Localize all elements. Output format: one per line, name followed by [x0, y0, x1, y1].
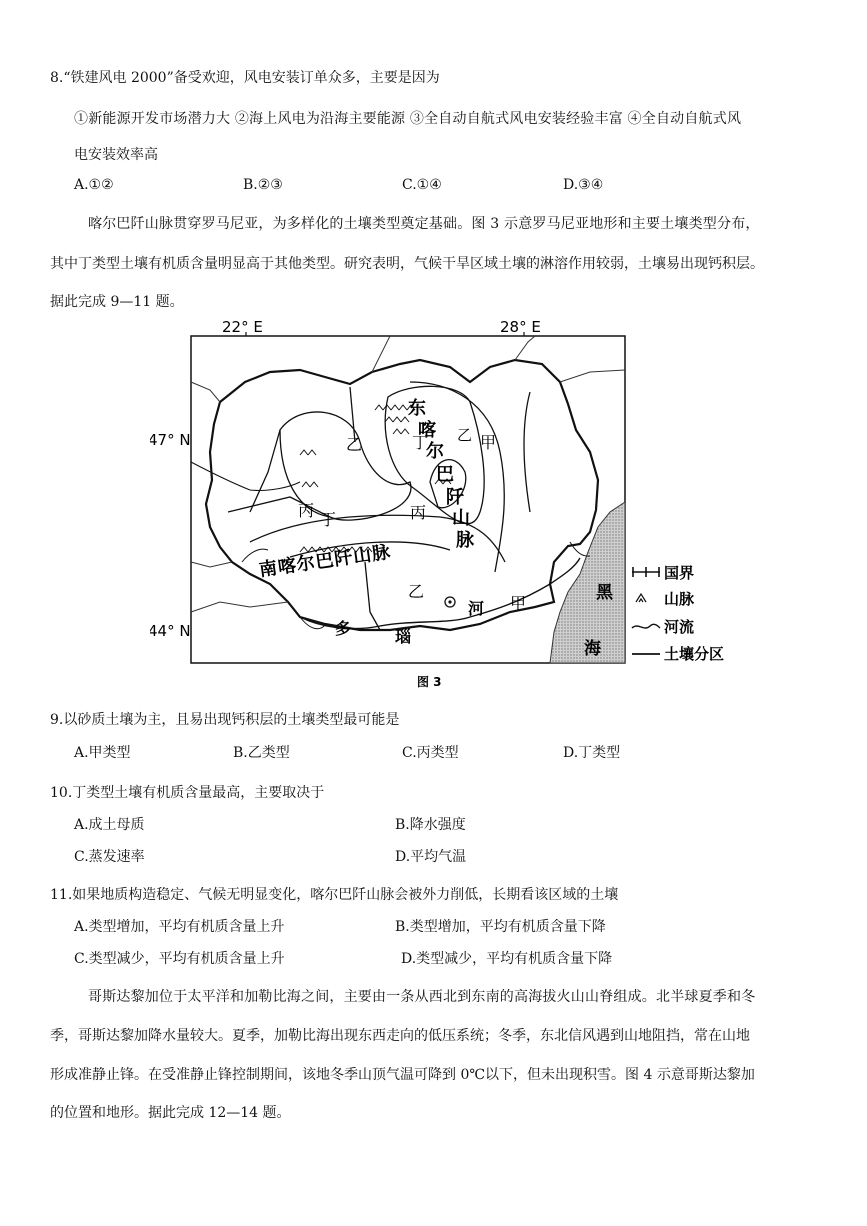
q10-option-a[interactable]: A.成土母质 — [74, 817, 145, 833]
q8-option-c[interactable]: C.①④ — [402, 177, 442, 193]
legend-soil-zone: 土壤分区 — [664, 645, 725, 663]
sea-char-2: 海 — [584, 639, 601, 659]
q9-option-d[interactable]: D.丁类型 — [563, 745, 621, 761]
q8-option-b[interactable]: B.②③ — [243, 177, 283, 193]
passage2-line1: 哥斯达黎加位于太平洋和加勒比海之间，主要由一条从西北到东南的高海拔火山山脊组成。北半球夏季和冬 — [88, 989, 756, 1005]
q9-option-a[interactable]: A.甲类型 — [74, 745, 131, 761]
legend-river: 河流 — [664, 618, 695, 636]
lat-label-44: 44° N — [150, 622, 191, 640]
q8-option-d[interactable]: D.③④ — [563, 177, 604, 193]
figure-caption: 图 3 — [417, 675, 442, 689]
q11-option-d[interactable]: D.类型减少，平均有机质含量下降 — [401, 951, 613, 967]
east-range-char-6: 山 — [452, 508, 470, 529]
soil-label-ding-1: 丁 — [412, 433, 429, 452]
passage2-line3: 形成准静止锋。在受准静止锋控制期间，该地冬季山顶气温可降到 0℃以下，但未出现积雪。图 4 示意哥斯达黎加 — [50, 1067, 755, 1083]
east-range-char-3: 尔 — [426, 441, 444, 462]
river-char-3: 河 — [468, 599, 485, 618]
q9-option-b[interactable]: B.乙类型 — [233, 745, 290, 761]
lat-label-47: 47° N — [150, 431, 191, 449]
east-range-char-7: 脉 — [456, 530, 474, 551]
q10-option-d[interactable]: D.平均气温 — [395, 849, 467, 865]
east-range-char-2: 喀 — [418, 420, 436, 441]
q11-stem: 11.如果地质构造稳定、气候无明显变化，喀尔巴阡山脉会被外力削低，长期看该区域的土壤 — [50, 887, 619, 903]
q8-items-line2: 电安装效率高 — [74, 147, 158, 163]
legend-border: 国界 — [664, 564, 695, 582]
lon-label-22: 22° E — [222, 318, 263, 336]
passage2-line2: 季，哥斯达黎加降水量较大。夏季，加勒比海出现东西走向的低压系统；冬季，东北信风遇到山地阻挡，常在山地 — [50, 1028, 750, 1044]
passage1-line3: 据此完成 9—11 题。 — [50, 294, 184, 310]
q9-stem: 9.以砂质土壤为主，且易出现钙积层的土壤类型最可能是 — [50, 712, 400, 728]
legend-mountain: 山脉 — [664, 590, 695, 608]
passage2-line4: 的位置和地形。据此完成 12—14 题。 — [50, 1105, 291, 1121]
q8-stem: 8.“铁建风电 2000”备受欢迎，风电安装订单众多，主要是因为 — [50, 70, 440, 86]
river-char-2: 瑙 — [395, 627, 412, 646]
soil-label-jia-1: 甲 — [480, 433, 497, 452]
q9-option-c[interactable]: C.丙类型 — [402, 745, 459, 761]
passage1-line2: 其中丁类型土壤有机质含量明显高于其他类型。研究表明，气候干旱区域土壤的淋溶作用较弱，土壤易出现钙积层。 — [50, 256, 764, 272]
soil-label-yi-1: 乙 — [346, 435, 363, 454]
soil-label-bing-1: 丙 — [298, 501, 315, 520]
passage1-line1: 喀尔巴阡山脉贯穿罗马尼亚，为多样化的土壤类型奠定基础。图 3 示意罗马尼亚地形和主要土壤类型分布， — [88, 216, 760, 232]
south-range-label: 南喀尔巴阡山脉 — [257, 541, 393, 581]
romania-soil-map — [150, 312, 740, 692]
east-range-char-4: 巴 — [436, 464, 454, 485]
sea-char-1: 黑 — [596, 583, 613, 603]
q11-option-b[interactable]: B.类型增加，平均有机质含量下降 — [395, 919, 606, 935]
soil-label-yi-2: 乙 — [457, 426, 473, 444]
map-legend — [632, 564, 724, 663]
q10-option-b[interactable]: B.降水强度 — [395, 817, 466, 833]
soil-label-bing-2: 丙 — [410, 503, 427, 522]
river-char-1: 多 — [335, 619, 352, 638]
soil-label-jia-2: 甲 — [510, 594, 527, 613]
q11-option-c[interactable]: C.类型减少，平均有机质含量上升 — [74, 951, 285, 967]
q10-stem: 10.丁类型土壤有机质含量最高，主要取决于 — [50, 785, 325, 801]
east-range-char-1: 东 — [408, 398, 426, 419]
east-range-char-5: 阡 — [446, 487, 464, 508]
q10-option-c[interactable]: C.蒸发速率 — [74, 849, 145, 865]
soil-label-ding-2: 丁 — [320, 510, 337, 529]
soil-label-yi-3: 乙 — [408, 582, 425, 601]
q8-option-a[interactable]: A.①② — [74, 177, 114, 193]
q8-items-line1: ①新能源开发市场潜力大 ②海上风电为沿海主要能源 ③全自动自航式风电安装经验丰富 ④全自动自航式风 — [74, 111, 742, 127]
lon-label-28: 28° E — [500, 318, 541, 336]
q11-option-a[interactable]: A.类型增加，平均有机质含量上升 — [74, 919, 285, 935]
